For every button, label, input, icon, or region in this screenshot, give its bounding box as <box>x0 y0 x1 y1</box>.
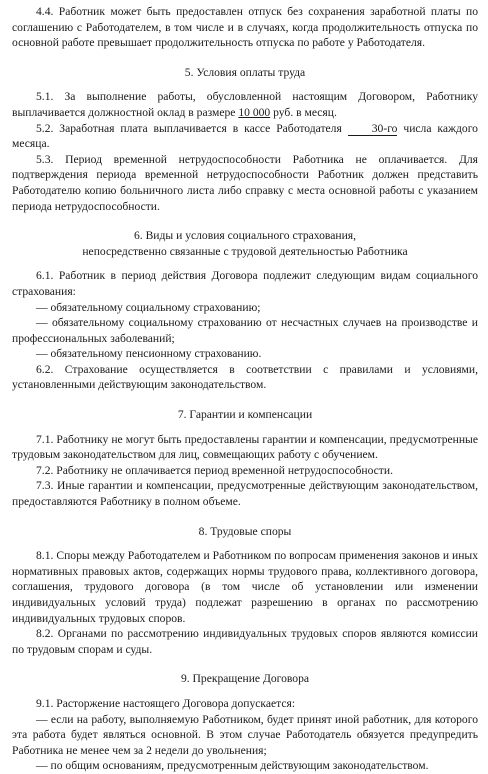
paragraph-5-2-tail: числа каждого месяца. <box>12 121 478 151</box>
paragraph-6-2: 6.2. Страхование осуществляется в соответствии с правилами и условиями, установленными действующим законодательством. <box>12 362 478 392</box>
salary-amount: 10 000 <box>238 105 271 119</box>
paragraph-5-1-text: 5.1. За выполнение работы, обусловленной настоящим Договором, Работнику выплачивается должностной оклад в размере <box>12 90 478 119</box>
paragraph-5-1-tail: руб. в месяц. <box>273 105 337 119</box>
pay-day-field: 30-го <box>348 122 398 136</box>
paragraph-7-2: 7.2. Работнику не оплачивается период временной нетрудоспособности. <box>36 463 393 477</box>
paragraph-8-1: 8.1. Споры между Работодателем и Работником по вопросам применения законов и иных нормативных правовых актов, содержащих нормы трудового права, коллективного договора, соглашения, трудового договора (в том числе об установлении или изменении индивидуальных условий труда) подлежат разрешению в органах по рассмотрению индивидуальных трудовых споров. <box>12 549 478 625</box>
paragraph-9-1: 9.1. Расторжение настоящего Договора допускается: <box>36 696 296 710</box>
paragraph-8-2: 8.2. Органами по рассмотрению индивидуальных трудовых споров являются комиссии по трудовым спорам и суды. <box>12 627 478 656</box>
paragraph-5-1 <box>12 89 478 120</box>
section-heading-5: 5. Условия оплаты труда <box>184 65 306 79</box>
section-heading-6-line1: 6. Виды и условия социального страхования, <box>133 229 357 243</box>
paragraph-4-4: 4.4. Работник может быть предоставлен отпуск без сохранения заработной платы по соглашению с Работодателем, в том числе и в случаях, когда продолжительность отпуска по основной работе превышает продолжительность отпуска по работе у Работодателя. <box>12 5 478 50</box>
list-item: — обязательному социальному страхованию; <box>36 300 261 314</box>
paragraph-6-1: 6.1. Работник в период действия Договора подлежит следующим видам социального страхования: <box>12 269 478 298</box>
list-item: — обязательному социальному страхованию от несчастных случаев на производстве и профессиональных заболеваний; <box>12 316 478 345</box>
list-item: — обязательному пенсионному страхованию. <box>36 347 262 361</box>
paragraph-7-3: 7.3. Иные гарантии и компенсации, предусмотренные действующим законодательством, предоставляются Работнику в полном объеме. <box>12 479 478 509</box>
paragraph-7-1: 7.1. Работнику не могут быть предоставлены гарантии и компенсации, предусмотренные трудовым законодательством для лиц, совмещающих работу с обучением. <box>12 432 478 462</box>
section-heading-7: 7. Гарантии и компенсации <box>177 408 313 422</box>
paragraph-5-3: 5.3. Период временной нетрудоспособности Работника не оплачивается. Для подтверждения периода временной нетрудоспособности Работник должен представить Работодателю копию больничного листа либо справку с места основной работы с указанием периода нетрудоспособности. <box>12 152 478 213</box>
section-heading-6-line2: непосредственно связанные с трудовой деятельностью Работника <box>82 244 408 258</box>
list-item: — по общим основаниям, предусмотренным действующим законодательством. <box>36 759 429 773</box>
paragraph-5-2-text: 5.2. Заработная плата выплачивается в кассе Работодателя <box>36 121 342 135</box>
list-item: — если на работу, выполняемую Работником, будет принят иной работник, для которого эта работа будет являться основной. В этом случае Работодатель обязуется предупредить Работника не менее чем за 2 недели до увольнения; <box>12 712 478 757</box>
section-heading-8: 8. Трудовые споры <box>198 524 292 538</box>
section-heading-9: 9. Прекращение Договора <box>180 672 310 686</box>
paragraph-5-2 <box>12 121 478 152</box>
